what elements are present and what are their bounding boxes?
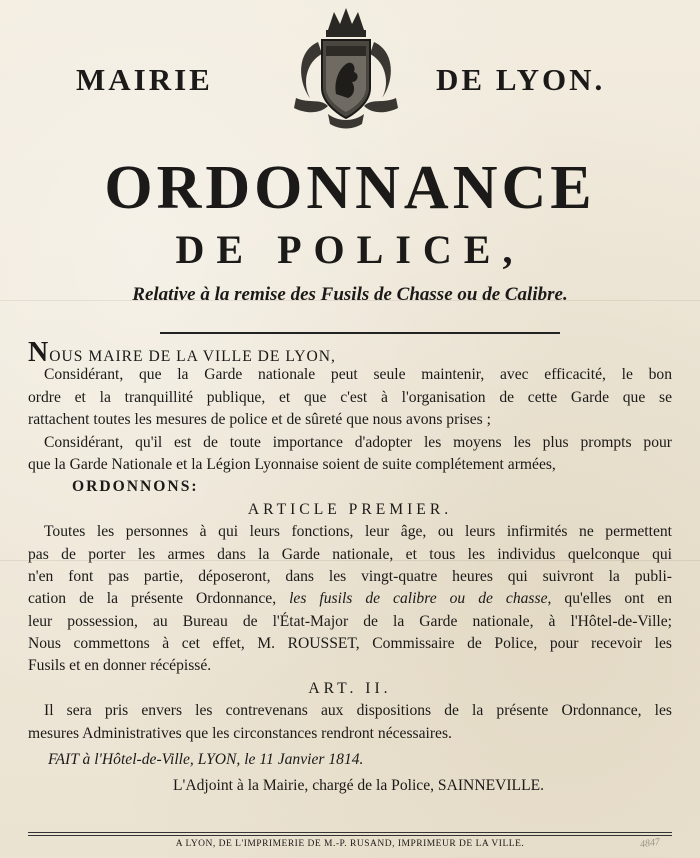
article1-text: , qu'elles ont en <box>547 590 672 608</box>
article1-line: Toutes les personnes à qui leurs fonctions, leur âge, ou leurs infirmités ne permettent <box>44 523 672 541</box>
article1-text: cation de la présente Ordonnance, <box>28 590 290 608</box>
article1-line: n'en font pas partie, déposeront, dans les vingt-quatre heures qui suivront la publi- <box>28 567 672 585</box>
document-subject: Relative à la remise des Fusils de Chasse ou de Calibre. <box>132 284 568 305</box>
article1-italic-text: les fusils de calibre ou de chasse <box>289 590 548 608</box>
considerant1-line: Considérant, que la Garde nationale peut seule maintenir, avec efficacité, le bon <box>44 366 672 384</box>
document-title: ORDONNANCE <box>104 154 596 222</box>
article2-heading: ART. II. <box>308 679 392 697</box>
article1-line: Nous commettons à cet effet, M. ROUSSET, Commissaire de Police, pour recevoir les <box>28 635 672 653</box>
article2-line: mesures Administratives que les circonstances rendront nécessaires. <box>28 724 452 742</box>
considerant2-line: que la Garde Nationale et la Légion Lyonnaise soient de suite complétement armées, <box>28 455 556 473</box>
document-subtitle: DE POLICE, <box>175 227 525 272</box>
drop-cap: N <box>28 342 50 365</box>
article1-line <box>28 588 672 610</box>
header-right: DE LYON. <box>436 62 606 97</box>
considerant1-line: ordre et la tranquillité publique, et que c'est à l'organisation de cette Garde que se <box>28 388 672 406</box>
header-left: MAIRIE <box>76 62 213 97</box>
divider <box>28 832 672 833</box>
divider <box>160 332 560 334</box>
article1-line: pas de porter les armes dans la Garde nationale, et tous les individus quelconque qui <box>28 545 672 563</box>
article1-line: Fusils et en donner récépissé. <box>28 657 212 675</box>
preamble-text: OUS MAIRE DE LA VILLE DE LYON, <box>49 348 336 365</box>
archive-mark: 4847 <box>639 836 661 851</box>
considerant2-line: Considérant, qu'il est de toute importance d'adopter les moyens les plus prompts pour <box>44 433 672 451</box>
fait-line: FAIT à l'Hôtel-de-Ville, LYON, le 11 Janvier 1814. <box>48 751 364 769</box>
article2-line: Il sera pris envers les contrevenans aux dispositions de la présente Ordonnance, les <box>44 702 672 720</box>
divider <box>28 835 672 836</box>
ordinance-body <box>28 342 672 797</box>
preamble <box>28 342 672 364</box>
ordonnons-heading: ORDONNONS: <box>72 478 199 496</box>
article1-line: leur possession, au Bureau de l'État-Major de la Garde nationale, à l'Hôtel-de-Ville; <box>28 612 672 630</box>
printer-imprint: A LYON, DE L'IMPRIMERIE DE M.-P. RUSAND, IMPRIMEUR DE LA VILLE. <box>175 839 525 849</box>
considerant1-line: rattachent toutes les mesures de police et de sûreté que nous avons prises ; <box>28 411 491 429</box>
signature-line: L'Adjoint à la Mairie, chargé de la Police, SAINNEVILLE. <box>173 777 545 795</box>
article1-heading: ARTICLE PREMIER. <box>247 500 453 518</box>
coat-of-arms-icon <box>276 2 416 142</box>
